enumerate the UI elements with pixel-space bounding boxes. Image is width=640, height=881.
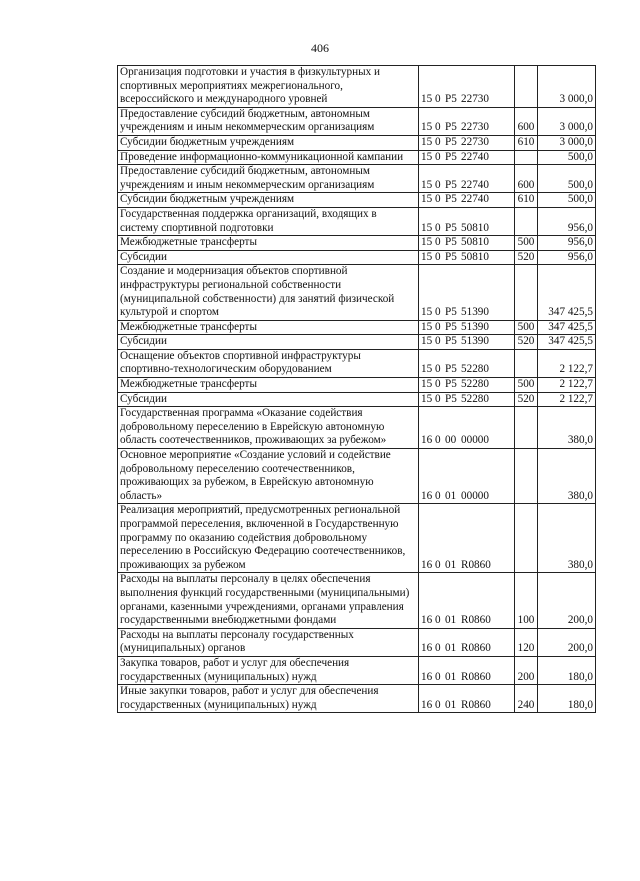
row-name: Оснащение объектов спортивной инфраструктуры спортивно-технологическим оборудованием	[118, 349, 419, 377]
amount: 180,0	[538, 685, 596, 713]
program-code: 15	[421, 250, 433, 263]
expense-type-code	[515, 150, 538, 165]
target-code	[419, 150, 515, 165]
subprogram-code: 0	[435, 489, 441, 502]
row-name: Организация подготовки и участия в физкультурных и спортивных мероприятиях межрегионального, всероссийского и международного уровней	[118, 66, 419, 108]
program-code: 16	[421, 698, 433, 711]
direction-code: 00000	[461, 489, 489, 502]
direction-code: 22740	[461, 178, 489, 191]
amount: 2 122,7	[538, 392, 596, 407]
expense-type-code: 100	[515, 573, 538, 628]
program-code: 15	[421, 221, 433, 234]
amount: 380,0	[538, 504, 596, 573]
target-code	[419, 107, 515, 135]
direction-code: 51390	[461, 306, 489, 319]
row-name: Реализация мероприятий, предусмотренных региональной программой переселения, включенной в Государственную программу по оказанию содействия добровольному переселению в Российскую Федерацию соотечественников, проживающих за рубежом	[118, 504, 419, 573]
amount: 500,0	[538, 165, 596, 193]
target-code	[419, 320, 515, 335]
event-code: P5	[445, 221, 457, 234]
direction-code: 52280	[461, 378, 489, 391]
subprogram-code: 0	[435, 121, 441, 134]
row-name: Предоставление субсидий бюджетным, автономным учреждениям и иным некоммерческим организациям	[118, 165, 419, 193]
target-code	[419, 165, 515, 193]
direction-code: R0860	[461, 558, 491, 571]
program-code: 16	[421, 434, 433, 447]
direction-code: 22740	[461, 150, 489, 163]
program-code: 16	[421, 614, 433, 627]
amount: 500,0	[538, 193, 596, 208]
table-row	[118, 573, 596, 628]
table-row	[118, 193, 596, 208]
subprogram-code: 0	[435, 93, 441, 106]
event-code: 01	[445, 642, 457, 655]
expense-type-code	[515, 504, 538, 573]
amount: 3 000,0	[538, 107, 596, 135]
event-code: P5	[445, 193, 457, 206]
direction-code: R0860	[461, 614, 491, 627]
subprogram-code: 0	[435, 698, 441, 711]
row-name: Государственная программа «Оказание содействия добровольному переселению в Еврейскую автономную область соотечественников, проживающих за рубежом»	[118, 407, 419, 449]
event-code: 01	[445, 698, 457, 711]
row-name: Субсидии бюджетным учреждениям	[118, 135, 419, 150]
event-code: P5	[445, 178, 457, 191]
program-code: 15	[421, 363, 433, 376]
event-code: P5	[445, 121, 457, 134]
target-code	[419, 349, 515, 377]
subprogram-code: 0	[435, 135, 441, 148]
subprogram-code: 0	[435, 558, 441, 571]
table-row	[118, 656, 596, 684]
expense-type-code: 610	[515, 135, 538, 150]
direction-code: 22730	[461, 135, 489, 148]
subprogram-code: 0	[435, 320, 441, 333]
direction-code: 50810	[461, 221, 489, 234]
amount: 956,0	[538, 250, 596, 265]
row-name: Иные закупки товаров, работ и услуг для обеспечения государственных (муниципальных) нужд	[118, 685, 419, 713]
subprogram-code: 0	[435, 378, 441, 391]
expense-type-code: 120	[515, 628, 538, 656]
budget-table	[117, 65, 596, 713]
table-row	[118, 378, 596, 393]
table-row	[118, 449, 596, 504]
event-code: P5	[445, 320, 457, 333]
table-row	[118, 392, 596, 407]
event-code: 01	[445, 614, 457, 627]
table-row	[118, 165, 596, 193]
event-code: P5	[445, 392, 457, 405]
amount: 347 425,5	[538, 320, 596, 335]
expense-type-code	[515, 207, 538, 235]
amount: 347 425,5	[538, 265, 596, 320]
table-row	[118, 349, 596, 377]
table-row	[118, 236, 596, 251]
subprogram-code: 0	[435, 434, 441, 447]
program-code: 15	[421, 306, 433, 319]
target-code	[419, 656, 515, 684]
event-code: 01	[445, 489, 457, 502]
subprogram-code: 0	[435, 392, 441, 405]
subprogram-code: 0	[435, 335, 441, 348]
target-code	[419, 335, 515, 350]
event-code: 01	[445, 670, 457, 683]
direction-code: 00000	[461, 434, 489, 447]
target-code	[419, 135, 515, 150]
program-code: 15	[421, 121, 433, 134]
direction-code: 22730	[461, 121, 489, 134]
amount: 180,0	[538, 656, 596, 684]
expense-type-code: 520	[515, 250, 538, 265]
expense-type-code: 200	[515, 656, 538, 684]
program-code: 16	[421, 642, 433, 655]
event-code: P5	[445, 236, 457, 249]
expense-type-code: 500	[515, 236, 538, 251]
row-name: Закупка товаров, работ и услуг для обеспечения государственных (муниципальных) нужд	[118, 656, 419, 684]
event-code: P5	[445, 93, 457, 106]
target-code	[419, 236, 515, 251]
expense-type-code	[515, 449, 538, 504]
direction-code: 51390	[461, 335, 489, 348]
expense-type-code: 520	[515, 392, 538, 407]
row-name: Субсидии	[118, 392, 419, 407]
program-code: 15	[421, 178, 433, 191]
table-row	[118, 66, 596, 108]
target-code	[419, 66, 515, 108]
amount: 3 000,0	[538, 135, 596, 150]
table-row	[118, 135, 596, 150]
event-code: P5	[445, 335, 457, 348]
target-code	[419, 250, 515, 265]
direction-code: 52280	[461, 392, 489, 405]
program-code: 15	[421, 236, 433, 249]
table-row	[118, 685, 596, 713]
program-code: 15	[421, 335, 433, 348]
amount: 500,0	[538, 150, 596, 165]
row-name: Государственная поддержка организаций, входящих в систему спортивной подготовки	[118, 207, 419, 235]
amount: 3 000,0	[538, 66, 596, 108]
table-row	[118, 250, 596, 265]
program-code: 16	[421, 670, 433, 683]
table-row	[118, 628, 596, 656]
direction-code: R0860	[461, 642, 491, 655]
expense-type-code	[515, 66, 538, 108]
program-code: 15	[421, 150, 433, 163]
amount: 2 122,7	[538, 349, 596, 377]
target-code	[419, 628, 515, 656]
row-name: Субсидии	[118, 335, 419, 350]
program-code: 15	[421, 392, 433, 405]
table-row	[118, 150, 596, 165]
expense-type-code: 520	[515, 335, 538, 350]
amount: 380,0	[538, 449, 596, 504]
event-code: P5	[445, 250, 457, 263]
table-body	[118, 66, 596, 713]
target-code	[419, 449, 515, 504]
amount: 956,0	[538, 236, 596, 251]
target-code	[419, 193, 515, 208]
program-code: 15	[421, 93, 433, 106]
target-code	[419, 573, 515, 628]
target-code	[419, 392, 515, 407]
row-name: Межбюджетные трансферты	[118, 378, 419, 393]
row-name: Расходы на выплаты персоналу в целях обеспечения выполнения функций государственными (муниципальными) органами, казенными учреждениями, органами управления государственными внебюджетными фондами	[118, 573, 419, 628]
subprogram-code: 0	[435, 614, 441, 627]
expense-type-code: 610	[515, 193, 538, 208]
page-number: 406	[311, 41, 329, 55]
amount: 200,0	[538, 573, 596, 628]
expense-type-code: 500	[515, 320, 538, 335]
expense-type-code	[515, 349, 538, 377]
row-name: Межбюджетные трансферты	[118, 236, 419, 251]
row-name: Предоставление субсидий бюджетным, автономным учреждениям и иным некоммерческим организациям	[118, 107, 419, 135]
event-code: P5	[445, 306, 457, 319]
event-code: P5	[445, 135, 457, 148]
target-code	[419, 378, 515, 393]
program-code: 15	[421, 378, 433, 391]
table-row	[118, 107, 596, 135]
table-row	[118, 407, 596, 449]
table-row	[118, 335, 596, 350]
subprogram-code: 0	[435, 250, 441, 263]
amount: 956,0	[538, 207, 596, 235]
direction-code: 50810	[461, 236, 489, 249]
program-code: 15	[421, 320, 433, 333]
amount: 2 122,7	[538, 378, 596, 393]
subprogram-code: 0	[435, 150, 441, 163]
subprogram-code: 0	[435, 642, 441, 655]
event-code: 00	[445, 434, 457, 447]
subprogram-code: 0	[435, 236, 441, 249]
target-code	[419, 265, 515, 320]
target-code	[419, 207, 515, 235]
event-code: P5	[445, 150, 457, 163]
row-name: Субсидии бюджетным учреждениям	[118, 193, 419, 208]
program-code: 16	[421, 489, 433, 502]
row-name: Субсидии	[118, 250, 419, 265]
direction-code: R0860	[461, 670, 491, 683]
row-name: Создание и модернизация объектов спортивной инфраструктуры региональной собственности (муниципальной собственности) для занятий физической культурой и спортом	[118, 265, 419, 320]
table-row	[118, 504, 596, 573]
amount: 347 425,5	[538, 335, 596, 350]
expense-type-code: 500	[515, 378, 538, 393]
direction-code: 51390	[461, 320, 489, 333]
direction-code: R0860	[461, 698, 491, 711]
event-code: 01	[445, 558, 457, 571]
program-code: 16	[421, 558, 433, 571]
subprogram-code: 0	[435, 193, 441, 206]
subprogram-code: 0	[435, 178, 441, 191]
table-row	[118, 207, 596, 235]
direction-code: 52280	[461, 363, 489, 376]
row-name: Расходы на выплаты персоналу государственных (муниципальных) органов	[118, 628, 419, 656]
target-code	[419, 504, 515, 573]
amount: 380,0	[538, 407, 596, 449]
target-code	[419, 685, 515, 713]
row-name: Межбюджетные трансферты	[118, 320, 419, 335]
expense-type-code: 240	[515, 685, 538, 713]
subprogram-code: 0	[435, 221, 441, 234]
table-row	[118, 320, 596, 335]
direction-code: 22730	[461, 93, 489, 106]
subprogram-code: 0	[435, 306, 441, 319]
expense-type-code	[515, 265, 538, 320]
program-code: 15	[421, 135, 433, 148]
target-code	[419, 407, 515, 449]
expense-type-code: 600	[515, 165, 538, 193]
expense-type-code	[515, 407, 538, 449]
amount: 200,0	[538, 628, 596, 656]
direction-code: 50810	[461, 250, 489, 263]
row-name: Проведение информационно-коммуникационной кампании	[118, 150, 419, 165]
row-name: Основное мероприятие «Создание условий и содействие добровольному переселению соотечественников, проживающих за рубежом, в Еврейскую автономную область»	[118, 449, 419, 504]
event-code: P5	[445, 363, 457, 376]
subprogram-code: 0	[435, 363, 441, 376]
expense-type-code: 600	[515, 107, 538, 135]
event-code: P5	[445, 378, 457, 391]
program-code: 15	[421, 193, 433, 206]
direction-code: 22740	[461, 193, 489, 206]
subprogram-code: 0	[435, 670, 441, 683]
table-row	[118, 265, 596, 320]
